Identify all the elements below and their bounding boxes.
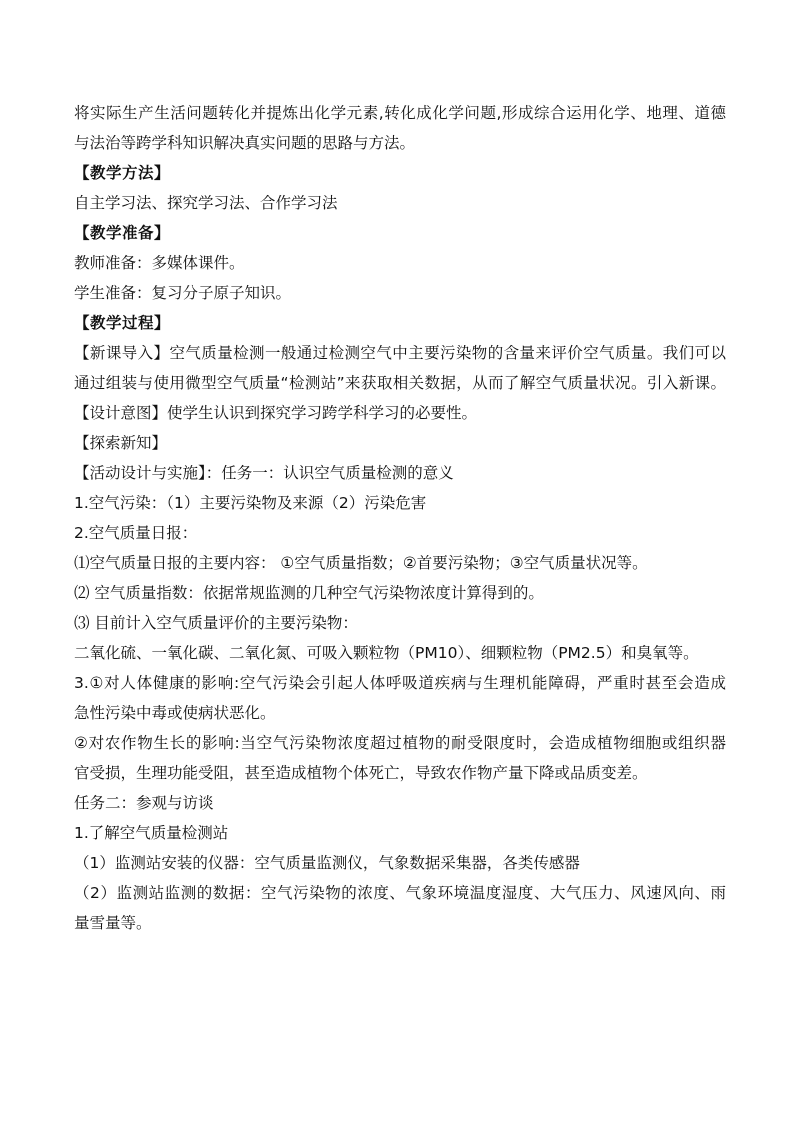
list-item: （2）监测站监测的数据：空气污染物的浓度、气象环境温度湿度、大气压力、风速风向、雨	[74, 884, 726, 902]
list-item: ②对农作物生长的影响:当空气污染物浓度超过植物的耐受限度时，会造成植物细胞或组织器	[74, 734, 726, 752]
paragraph-line: 与法治等跨学科知识解决真实问题的思路与方法。	[74, 134, 416, 152]
paragraph-line: 【设计意图】使学生认识到探究学习跨学科学习的必要性。	[74, 404, 478, 422]
section-heading-explore: 【探索新知】	[74, 434, 168, 452]
section-heading-teaching-process: 【教学过程】	[74, 314, 171, 332]
paragraph-line: 【活动设计与实施】：任务一：认识空气质量检测的意义	[74, 464, 454, 482]
list-item: ⑶ 目前计入空气质量评价的主要污染物：	[74, 614, 358, 632]
paragraph-line: 自主学习法、探究学习法、合作学习法	[74, 194, 338, 212]
section-heading-teaching-preparation: 【教学准备】	[74, 224, 171, 242]
document-body	[74, 98, 726, 938]
list-item: 1.空气污染：（1）主要污染物及来源（2）污染危害	[74, 494, 427, 512]
paragraph-line: 教师准备：多媒体课件。	[74, 254, 245, 272]
list-item: ⑴空气质量日报的主要内容： ①空气质量指数；②首要污染物；③空气质量状况等。	[74, 554, 648, 572]
list-item: （1）监测站安装的仪器：空气质量监测仪，气象数据采集器，各类传感器	[74, 854, 580, 872]
list-item: 2.空气质量日报：	[74, 524, 198, 542]
paragraph-line: 官受损，生理功能受阻，甚至造成植物个体死亡，导致农作物产量下降或品质变差。	[74, 764, 648, 782]
paragraph-line: 二氧化硫、一氧化碳、二氧化氮、可吸入颗粒物（PM10）、细颗粒物（PM2.5）和臭氧等。	[74, 644, 699, 662]
paragraph-line: 学生准备：复习分子原子知识。	[74, 284, 292, 302]
paragraph-line: 急性污染中毒或使病状恶化。	[74, 704, 276, 722]
task-heading: 任务二：参观与访谈	[74, 794, 214, 812]
list-item: ⑵ 空气质量指数：依据常规监测的几种空气污染物浓度计算得到的。	[74, 584, 544, 602]
section-heading-teaching-method: 【教学方法】	[74, 164, 171, 182]
paragraph-line: 【新课导入】空气质量检测一般通过检测空气中主要污染物的含量来评价空气质量。我们可以	[74, 344, 726, 362]
paragraph-line: 通过组装与使用微型空气质量“检测站”来获取相关数据，从而了解空气质量状况。引入新课。	[74, 374, 726, 392]
list-item: 1.了解空气质量检测站	[74, 824, 229, 842]
paragraph-line: 将实际生产生活问题转化并提炼出化学元素,转化成化学问题,形成综合运用化学、地理、道德	[74, 104, 726, 122]
paragraph-line: 量雪量等。	[74, 914, 152, 932]
list-item: 3.①对人体健康的影响:空气污染会引起人体呼吸道疾病与生理机能障碍，严重时甚至会造成	[74, 674, 726, 692]
